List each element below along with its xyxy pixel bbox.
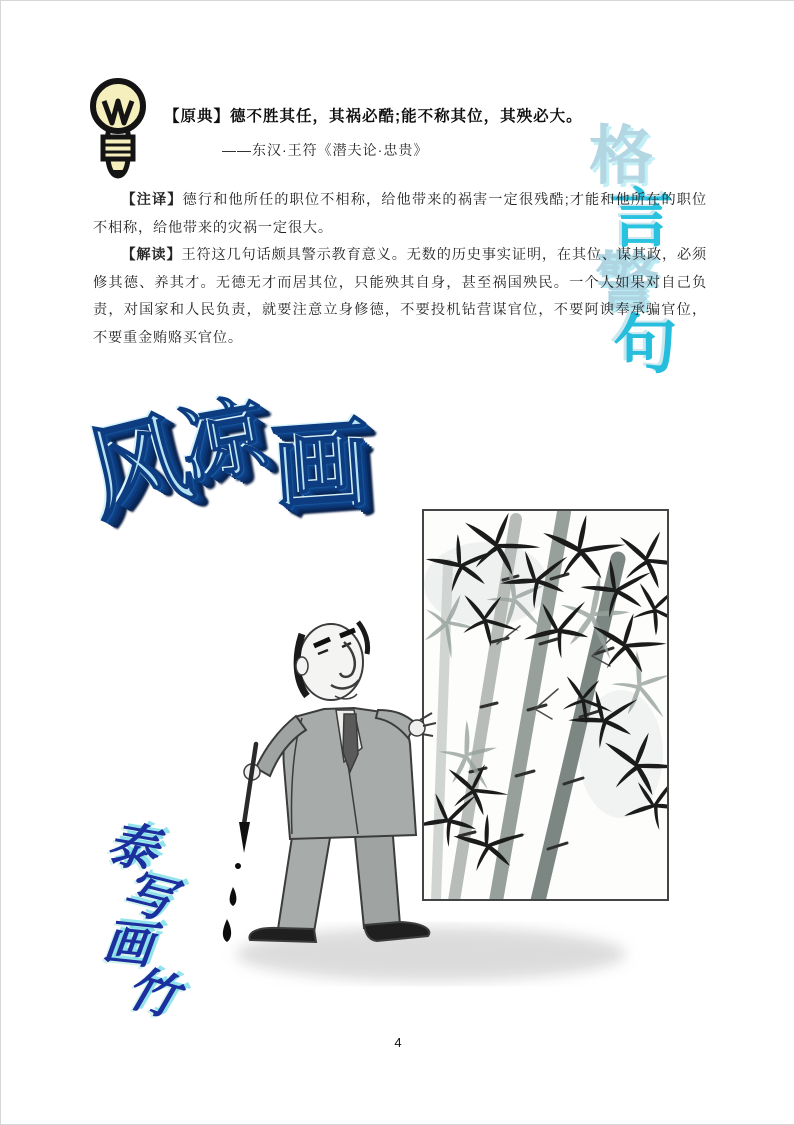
- artist-signature: [408, 848, 416, 878]
- body-text: [93, 183, 708, 353]
- watermark-char: 格: [589, 120, 653, 192]
- title-char: 画: [268, 407, 374, 524]
- calligraphy-char: 写: [117, 863, 180, 930]
- painter-ear: [296, 657, 308, 675]
- lightbulb-icon: [87, 73, 149, 183]
- ink-drops: [223, 863, 241, 942]
- watermark-char: 言: [609, 183, 673, 255]
- watermark-char: 警: [595, 246, 659, 318]
- annotation-paragraph: [93, 187, 707, 242]
- painter-head: [299, 624, 363, 700]
- painter-figure: [244, 622, 436, 942]
- calligraphy-char: 泰: [102, 815, 162, 880]
- calligraphy-char: 竹: [120, 959, 184, 1027]
- interpretation-paragraph: [93, 242, 707, 352]
- painter-left-leg: [278, 824, 332, 932]
- cartoon-illustration: [186, 504, 681, 1009]
- watermark-char: 句: [613, 309, 677, 381]
- bamboo-painting: [406, 504, 681, 901]
- interpretation-label: 【解读】: [121, 247, 182, 264]
- section-title-fenglianghua: [75, 374, 374, 535]
- ink-brush: [239, 744, 256, 853]
- original-quote: 【原典】德不胜其任，其祸必酷;能不称其位，其殃必大。: [164, 108, 583, 125]
- page-number: 4: [394, 1035, 402, 1050]
- title-char: 凉: [172, 386, 275, 496]
- quote-attribution: ——东汉·王符《潜夫论·忠贵》: [222, 142, 429, 158]
- calligraphy-char: 画: [100, 913, 156, 975]
- painter-left-shoe: [249, 928, 316, 942]
- calligraphy-left: [100, 815, 184, 1027]
- annotation-label: 【注译】: [121, 192, 183, 208]
- annotation-text: 德行和他所任的职位不相称，给他带来的祸害一定很残酷;才能和他所在的职位不相称，给他带来的灾祸一定很大。: [93, 192, 708, 236]
- painter-right-leg: [354, 824, 400, 928]
- interpretation-text: 王符这几句话颇具警示教育意义。无数的历史事实证明，在其位、谋其政，必须修其德、养其才。无德无才而居其位，只能殃其自身，甚至祸国殃民。一个人如果对自己负责，对国家和人民负责，就要注意立身修德，不要投机钻营谋官位，不要阿谀奉承骗官位，不要重金贿赂买官位。: [93, 247, 707, 346]
- title-char: 风: [75, 399, 203, 535]
